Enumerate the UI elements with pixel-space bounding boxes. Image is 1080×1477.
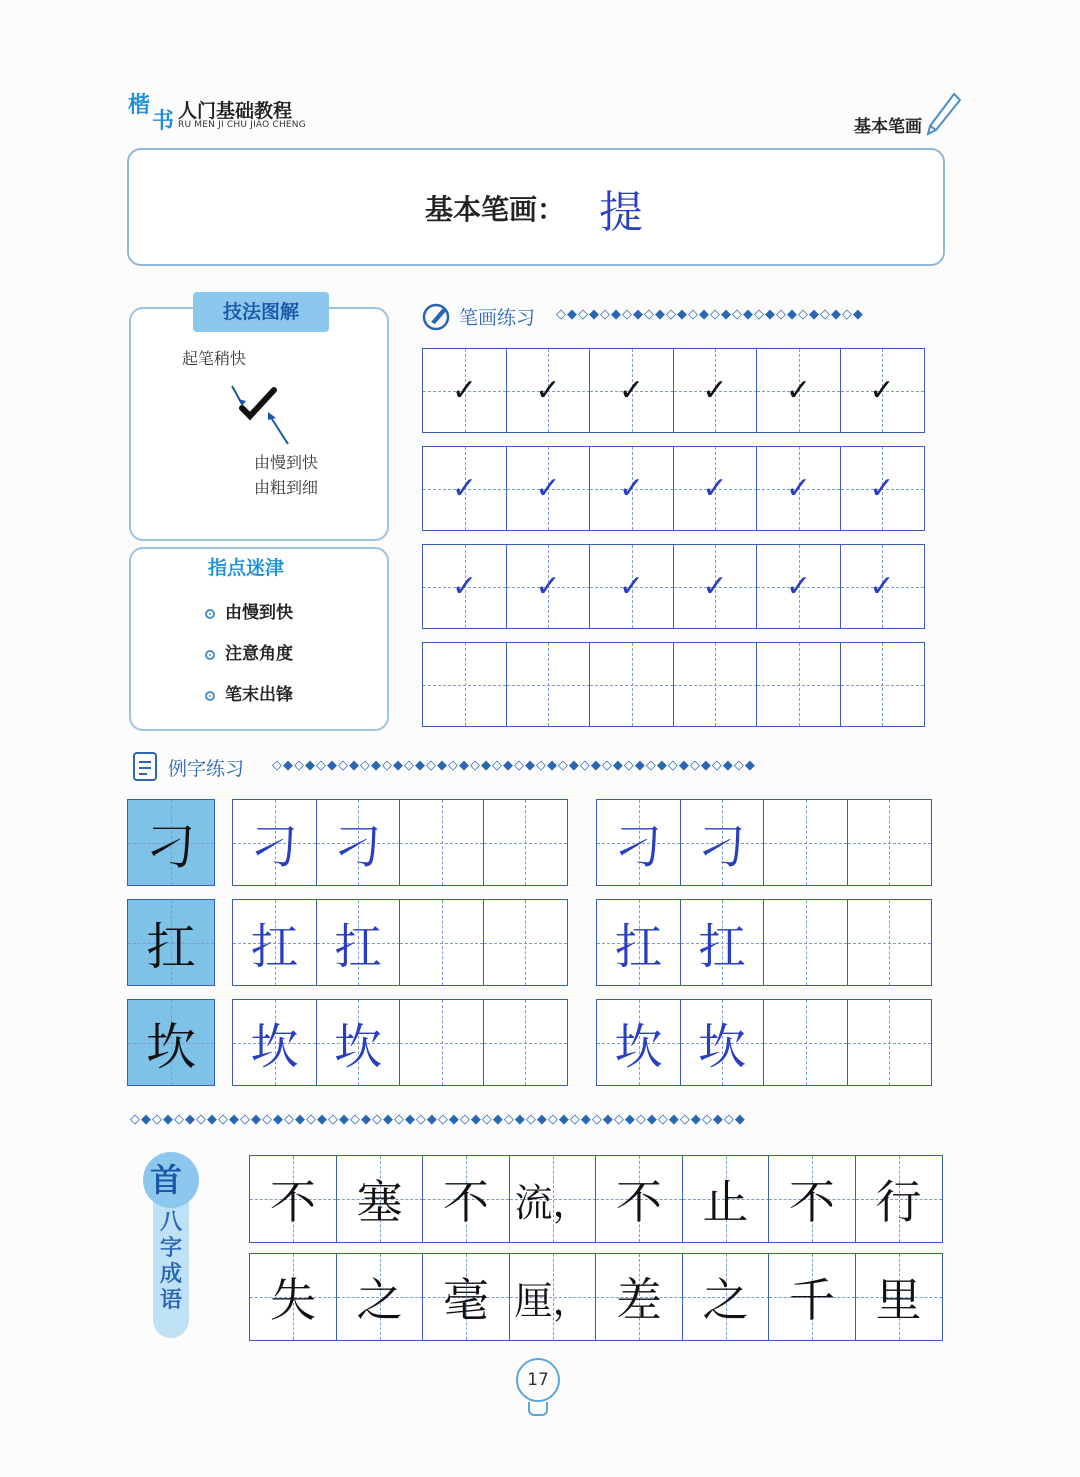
- practice-cell[interactable]: [399, 899, 484, 986]
- example-row-right: [596, 799, 932, 886]
- idiom-cell: 厘，: [509, 1253, 597, 1341]
- practice-cell[interactable]: ✓: [506, 348, 591, 433]
- idiom-cell: 毫: [422, 1253, 510, 1341]
- practice-cell[interactable]: [756, 642, 841, 727]
- idiom-badge-text: 八字成语: [160, 1210, 183, 1313]
- practice-cell[interactable]: 刁: [680, 799, 765, 886]
- practice-cell[interactable]: [847, 899, 932, 986]
- practice-cell[interactable]: [840, 642, 925, 727]
- practice-cell[interactable]: ✓: [840, 544, 925, 629]
- start-note: 起笔稍快: [182, 349, 247, 368]
- bullet-icon: [205, 609, 215, 619]
- brand-pinyin: RU MEN JI CHU JIAO CHENG: [178, 120, 306, 130]
- page-number: 17: [516, 1358, 560, 1402]
- practice-cell[interactable]: 扛: [232, 899, 317, 986]
- practice-cell[interactable]: 坎: [596, 999, 681, 1086]
- brand-char-1: 楷: [128, 93, 151, 118]
- practice-cell[interactable]: ✓: [673, 446, 758, 531]
- idiom-cell: 里: [855, 1253, 943, 1341]
- practice-cell[interactable]: 坎: [316, 999, 401, 1086]
- practice-cell[interactable]: 刁: [232, 799, 317, 886]
- practice-cell[interactable]: ✓: [422, 348, 507, 433]
- idiom-cell: 千: [768, 1253, 856, 1341]
- technique-ribbon: 技法图解: [193, 292, 329, 332]
- idiom-cell: 失: [249, 1253, 337, 1341]
- practice-cell[interactable]: ✓: [840, 348, 925, 433]
- practice-cell[interactable]: [399, 999, 484, 1086]
- bullet-icon: [205, 650, 215, 660]
- practice-cell[interactable]: ✓: [506, 544, 591, 629]
- practice-cell[interactable]: [506, 642, 591, 727]
- practice-cell[interactable]: [847, 999, 932, 1086]
- example-head-cell: 刁: [127, 799, 215, 886]
- idiom-line-1: [249, 1155, 943, 1243]
- practice-cell[interactable]: ✓: [673, 544, 758, 629]
- tips-title: 指点迷津: [208, 557, 285, 579]
- practice-cell[interactable]: 刁: [596, 799, 681, 886]
- end-note-2: 由粗到细: [254, 478, 319, 497]
- pen-circle-icon: [421, 300, 453, 332]
- practice-cell[interactable]: ✓: [756, 348, 841, 433]
- stroke-row: [422, 544, 925, 629]
- example-practice-heading: 例字练习: [168, 758, 245, 780]
- practice-cell[interactable]: 坎: [232, 999, 317, 1086]
- practice-cell[interactable]: 刁: [316, 799, 401, 886]
- practice-cell[interactable]: [763, 799, 848, 886]
- example-row-right: [596, 899, 932, 986]
- practice-cell[interactable]: [483, 999, 568, 1086]
- stroke-practice-heading: 笔画练习: [459, 307, 536, 329]
- practice-cell[interactable]: 坎: [680, 999, 765, 1086]
- stroke-row: [422, 348, 925, 433]
- practice-cell[interactable]: [483, 899, 568, 986]
- stroke-row: [422, 642, 925, 727]
- example-row-left: [232, 899, 568, 986]
- idiom-cell: 塞: [336, 1155, 424, 1243]
- example-row: [127, 799, 215, 886]
- example-row: [127, 999, 215, 1086]
- practice-cell[interactable]: ✓: [840, 446, 925, 531]
- end-note-1: 由慢到快: [254, 453, 319, 472]
- brand-char-2: 书: [152, 109, 175, 134]
- practice-cell[interactable]: 扛: [680, 899, 765, 986]
- example-row-right: [596, 999, 932, 1086]
- practice-cell[interactable]: ✓: [589, 446, 674, 531]
- practice-cell[interactable]: [673, 642, 758, 727]
- example-row-left: [232, 799, 568, 886]
- title-box: [127, 148, 945, 266]
- practice-cell[interactable]: 扛: [316, 899, 401, 986]
- example-head-cell: 扛: [127, 899, 215, 986]
- title-label: 基本笔画：: [425, 193, 566, 226]
- idiom-cell: 之: [336, 1253, 424, 1341]
- practice-cell[interactable]: ✓: [673, 348, 758, 433]
- idiom-cell: 止: [682, 1155, 770, 1243]
- idiom-cell: 流，: [509, 1155, 597, 1243]
- practice-cell[interactable]: [483, 799, 568, 886]
- decorative-border: ◇◆◇◆◇◆◇◆◇◆◇◆◇◆◇◆◇◆◇◆◇◆◇◆◇◆◇◆◇◆◇◆◇◆◇◆◇◆◇◆◇◆◇◆◇◆◇◆◇◆◇◆◇◆◇◆: [130, 1112, 746, 1127]
- practice-cell[interactable]: ✓: [422, 544, 507, 629]
- practice-cell[interactable]: [847, 799, 932, 886]
- stroke-row: [422, 446, 925, 531]
- idiom-cell: 行: [855, 1155, 943, 1243]
- idiom-cell: 差: [595, 1253, 683, 1341]
- practice-cell[interactable]: ✓: [506, 446, 591, 531]
- lightbulb-icon: [528, 1402, 548, 1416]
- decorative-border: ◇◆◇◆◇◆◇◆◇◆◇◆◇◆◇◆◇◆◇◆◇◆◇◆◇◆◇◆◇◆◇◆◇◆◇◆◇◆◇◆◇◆◇◆: [272, 758, 756, 773]
- practice-cell[interactable]: [763, 899, 848, 986]
- idiom-line-2: [249, 1253, 943, 1341]
- practice-cell[interactable]: 扛: [596, 899, 681, 986]
- decorative-border: ◇◆◇◆◇◆◇◆◇◆◇◆◇◆◇◆◇◆◇◆◇◆◇◆◇◆◇◆: [556, 307, 864, 322]
- pencil-icon: [924, 92, 962, 136]
- idiom-cell: 不: [768, 1155, 856, 1243]
- idiom-cell: 不: [422, 1155, 510, 1243]
- practice-cell[interactable]: [763, 999, 848, 1086]
- practice-cell[interactable]: ✓: [589, 544, 674, 629]
- example-row-left: [232, 999, 568, 1086]
- practice-cell[interactable]: ✓: [422, 446, 507, 531]
- idiom-badge-top: 首: [150, 1161, 183, 1199]
- brand-title: 人门基础教程: [178, 100, 293, 122]
- title-stroke: 提: [599, 187, 643, 238]
- tip-item: 由慢到快: [205, 598, 293, 623]
- practice-cell[interactable]: [589, 642, 674, 727]
- practice-cell[interactable]: ✓: [756, 544, 841, 629]
- tip-item: 笔末出锋: [205, 680, 293, 705]
- example-row: [127, 899, 215, 986]
- idiom-cell: 之: [682, 1253, 770, 1341]
- practice-cell[interactable]: ✓: [756, 446, 841, 531]
- tip-item: 注意角度: [205, 639, 293, 664]
- section-label: 基本笔画: [854, 117, 922, 137]
- stroke-diagram: [226, 372, 296, 452]
- example-head-cell: 坎: [127, 999, 215, 1086]
- idiom-cell: 不: [595, 1155, 683, 1243]
- bullet-icon: [205, 691, 215, 701]
- practice-cell[interactable]: [399, 799, 484, 886]
- practice-cell[interactable]: ✓: [589, 348, 674, 433]
- notebook-icon: [131, 750, 159, 782]
- idiom-cell: 不: [249, 1155, 337, 1243]
- practice-cell[interactable]: [422, 642, 507, 727]
- brand-logo: [128, 88, 328, 136]
